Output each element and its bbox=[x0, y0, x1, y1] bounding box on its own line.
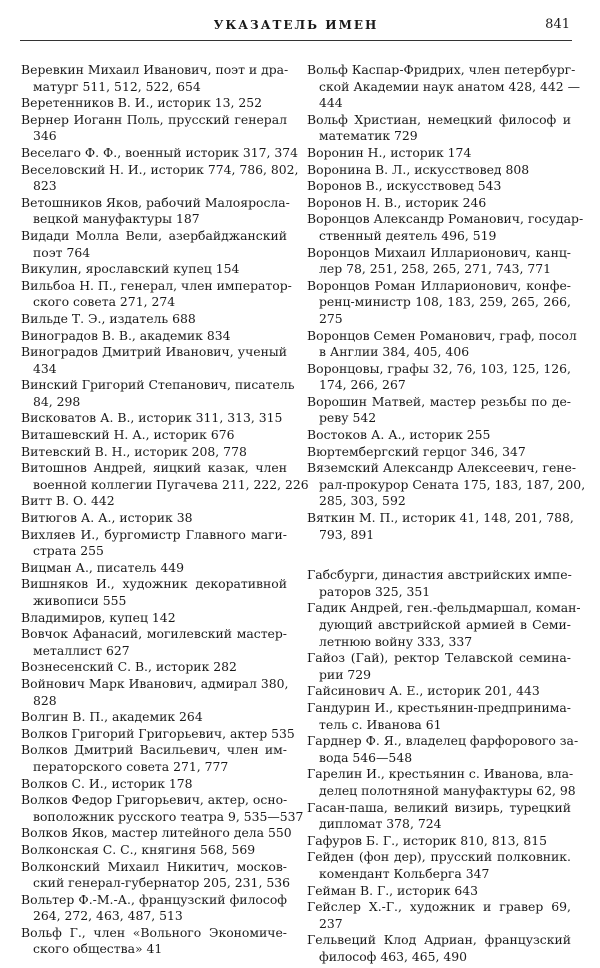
entry-continuation-line: дипломат 378, 724 bbox=[319, 816, 442, 832]
entry-line: Гасан-паша, великий визирь, турецкий bbox=[307, 799, 571, 815]
index-entry bbox=[307, 62, 580, 112]
section-v-entries bbox=[307, 62, 586, 543]
entry-line: Викулин, ярославский купец 154 bbox=[21, 261, 240, 277]
entry-line: Вихляев И., бургомистр Главного маги- bbox=[21, 526, 287, 542]
entry-line: Гайсинович А. Е., историк 201, 443 bbox=[307, 683, 540, 699]
index-entry bbox=[21, 144, 299, 162]
entry-continuation-line: 828 bbox=[33, 692, 57, 708]
entry-continuation-line: тель с. Иванова 61 bbox=[319, 716, 442, 732]
entry-continuation-line: 793, 891 bbox=[319, 526, 375, 542]
entry-line: Востоков А. А., историк 255 bbox=[307, 427, 491, 443]
entry-line: Гайоз (Гай), ректор Телавской семина- bbox=[307, 650, 571, 666]
index-entry bbox=[307, 683, 571, 700]
index-entry bbox=[21, 709, 287, 726]
index-entry bbox=[307, 145, 571, 162]
entry-line: Вильде Т. Э., издатель 688 bbox=[21, 310, 196, 326]
index-entry bbox=[21, 112, 287, 145]
index-entry bbox=[21, 460, 309, 493]
entry-line: Вознесенский С. В., историк 282 bbox=[21, 659, 237, 675]
index-entry bbox=[307, 800, 571, 833]
entry-continuation-line: 285, 303, 592 bbox=[319, 493, 406, 509]
entry-continuation-line: ской Академии наук анатом 428, 442 — bbox=[319, 78, 580, 94]
entry-continuation-line: воположник русского театра 9, 535—537 bbox=[33, 808, 304, 824]
entry-continuation-line: математик 729 bbox=[319, 128, 418, 144]
entry-line: Воронов Н. В., историк 246 bbox=[307, 194, 487, 210]
entry-continuation-line: военной коллегии Пугачева 211, 222, 226 bbox=[33, 476, 309, 492]
entry-continuation-line: вода 546—548 bbox=[319, 749, 413, 765]
entry-line: Габсбурги, династия австрийских импе- bbox=[307, 567, 572, 583]
index-entry bbox=[21, 610, 287, 627]
index-entry bbox=[21, 427, 287, 444]
entry-line: Волков Дмитрий Васильевич, член им- bbox=[21, 742, 287, 758]
index-entry bbox=[21, 311, 287, 328]
index-entry bbox=[307, 394, 571, 427]
index-entry bbox=[307, 833, 571, 850]
entry-line: Виташевский Н. А., историк 676 bbox=[21, 427, 235, 443]
entry-continuation-line: 174, 266, 267 bbox=[319, 377, 406, 393]
entry-line: Гейслер Х.-Г., художник и гравер 69, bbox=[307, 899, 571, 915]
entry-line: Витюгов А. А., историк 38 bbox=[21, 510, 193, 526]
entry-line: Воронцов Михаил Илларионович, канц- bbox=[307, 244, 571, 260]
index-entry bbox=[307, 178, 571, 195]
entry-line: Ветошников Яков, рабочий Малояросла- bbox=[21, 194, 290, 210]
running-header bbox=[20, 16, 572, 41]
index-entry bbox=[307, 211, 584, 244]
index-entry bbox=[307, 849, 571, 882]
entry-continuation-line: 264, 272, 463, 487, 513 bbox=[33, 908, 183, 924]
entry-line: Воронин Н., историк 174 bbox=[307, 144, 472, 160]
entry-continuation-line: вецкой мануфактуры 187 bbox=[33, 211, 200, 227]
entry-continuation-line: 444 bbox=[319, 95, 343, 111]
index-entry bbox=[21, 277, 292, 311]
entry-line: Витт В. О. 442 bbox=[21, 493, 115, 509]
index-entry bbox=[307, 600, 581, 650]
index-entry bbox=[21, 776, 287, 793]
entry-line: Вольф Г., член «Вольного Экономиче- bbox=[21, 924, 287, 940]
entry-line: Гандурин И., крестьянин-предпринима- bbox=[307, 699, 571, 715]
index-entry bbox=[21, 892, 287, 925]
entry-continuation-line: ператорского совета 271, 777 bbox=[33, 758, 229, 774]
entry-line: Веревкин Михаил Иванович, поэт и дра- bbox=[21, 62, 289, 77]
index-entry bbox=[21, 261, 287, 278]
entry-line: Вернер Иоганн Поль, прусский генерал bbox=[21, 111, 287, 127]
index-entry bbox=[21, 328, 287, 345]
entry-continuation-line: живописи 555 bbox=[33, 593, 127, 608]
index-entry bbox=[307, 766, 576, 799]
entry-continuation-line: металлист 627 bbox=[33, 642, 130, 658]
index-entry bbox=[307, 567, 571, 600]
index-entry bbox=[21, 626, 287, 659]
index-entry bbox=[21, 560, 287, 577]
index-entry bbox=[21, 527, 287, 560]
index-entry bbox=[307, 195, 571, 212]
entry-line: Гейман В. Г., историк 643 bbox=[307, 882, 479, 898]
entry-continuation-line: ского общества» 41 bbox=[33, 941, 163, 957]
entry-continuation-line: философ 463, 465, 490 bbox=[319, 948, 468, 964]
entry-line: Вовчок Афанасий, могилевский мастер- bbox=[21, 626, 287, 642]
entry-line: Винский Григорий Степанович, писатель bbox=[21, 377, 295, 393]
index-entry bbox=[307, 700, 571, 733]
index-entry bbox=[21, 194, 290, 228]
entry-line: Воронов В., искусствовед 543 bbox=[307, 178, 502, 194]
entry-line: Веселаго Ф. Ф., военный историк 317, 374 bbox=[21, 144, 299, 160]
entry-line: Витошнов Андрей, яицкий казак, член bbox=[21, 460, 287, 476]
entry-continuation-line: дующий австрийской армией в Семи- bbox=[319, 617, 571, 632]
entry-continuation-line: 237 bbox=[319, 915, 343, 931]
index-entry bbox=[307, 245, 571, 278]
entry-line: Виноградов В. В., академик 834 bbox=[21, 327, 231, 343]
index-entry bbox=[307, 162, 571, 179]
entry-line: Веселовский Н. И., историк 774, 786, 802, bbox=[21, 161, 299, 177]
index-entry bbox=[307, 278, 571, 328]
index-entry bbox=[307, 733, 579, 766]
entry-continuation-line: раторов 325, 351 bbox=[319, 583, 431, 599]
entry-line: Вюртембергский герцог 346, 347 bbox=[307, 443, 526, 459]
entry-line: Войнович Марк Иванович, адмирал 380, bbox=[21, 675, 289, 691]
entry-continuation-line: матург 511, 512, 522, 654 bbox=[33, 78, 201, 94]
index-entry bbox=[307, 460, 586, 510]
entry-line: Волконская С. С., княгиня 568, 569 bbox=[21, 841, 256, 857]
entry-continuation-line: 275 bbox=[319, 310, 343, 326]
index-entry bbox=[21, 676, 287, 709]
entry-continuation-line: ственный деятель 496, 519 bbox=[319, 227, 497, 243]
entry-line: Вицман А., писатель 449 bbox=[21, 559, 184, 575]
index-entry bbox=[21, 825, 292, 842]
index-entry bbox=[21, 858, 290, 892]
entry-line: Вольф Христиан, немецкий философ и bbox=[307, 111, 571, 127]
section-g-entries bbox=[307, 567, 581, 965]
index-entry bbox=[307, 361, 571, 394]
entry-continuation-line: в Англии 384, 405, 406 bbox=[319, 344, 470, 360]
entry-continuation-line: ский генерал-губернатор 205, 231, 536 bbox=[33, 875, 290, 891]
entry-line: Ворошин Матвей, мастер резьбы по де- bbox=[307, 393, 571, 409]
entry-continuation-line: 84, 298 bbox=[33, 393, 81, 409]
entry-line: Гельвеций Клод Адриан, французский bbox=[307, 932, 571, 948]
entry-line: Волгин В. П., академик 264 bbox=[21, 709, 203, 725]
index-entry bbox=[21, 842, 287, 859]
entry-line: Воронцов Роман Илларионович, конфе- bbox=[307, 277, 571, 293]
entry-continuation-line: комендант Кольберга 347 bbox=[319, 865, 490, 881]
entry-line: Волконский Михаил Никитич, москов- bbox=[21, 858, 287, 874]
index-entry bbox=[21, 493, 287, 510]
entry-line: Волков Федор Григорьевич, актер, осно- bbox=[21, 792, 288, 808]
index-entry bbox=[21, 444, 287, 461]
index-entry bbox=[307, 883, 571, 900]
entry-continuation-line: 434 bbox=[33, 360, 57, 376]
index-entry bbox=[21, 377, 295, 410]
entry-continuation-line: 823 bbox=[33, 178, 57, 194]
entry-continuation-line: ренц-министр 108, 183, 259, 265, 266, bbox=[319, 294, 571, 310]
entry-continuation-line: лер 78, 251, 258, 265, 271, 743, 771 bbox=[319, 261, 552, 277]
entry-line: Воронцов Александр Романович, государ- bbox=[307, 211, 584, 227]
right-column bbox=[307, 62, 586, 965]
index-entry bbox=[21, 659, 287, 676]
index-entry bbox=[21, 410, 287, 427]
entry-continuation-line: страта 255 bbox=[33, 543, 104, 559]
entry-continuation-line: летнюю войну 333, 337 bbox=[319, 633, 473, 649]
running-title: УКАЗАТЕЛЬ ИМЕН bbox=[213, 18, 379, 32]
entry-continuation-line: делец полотняной мануфактуры 62, 98 bbox=[319, 782, 576, 798]
index-entry bbox=[21, 62, 287, 95]
entry-line: Вольф Каспар-Фридрих, член петербург- bbox=[307, 62, 576, 77]
index-entry bbox=[21, 95, 287, 112]
index-entry bbox=[21, 725, 295, 743]
entry-line: Владимиров, купец 142 bbox=[21, 609, 176, 625]
entry-line: Вяткин М. П., историк 41, 148, 201, 788, bbox=[307, 510, 574, 526]
left-column bbox=[21, 62, 309, 958]
entry-line: Витевский В. Н., историк 208, 778 bbox=[21, 443, 247, 459]
index-entry bbox=[21, 228, 287, 261]
entry-continuation-line: рии 729 bbox=[319, 666, 372, 682]
entry-line: Гейден (фон дер), прусский полковник. bbox=[307, 849, 571, 865]
entry-continuation-line: 346 bbox=[33, 128, 57, 144]
index-entry bbox=[307, 510, 574, 543]
entry-continuation-line: реву 542 bbox=[319, 410, 377, 426]
index-entry bbox=[21, 344, 287, 377]
entry-line: Гарелин И., крестьянин с. Иванова, вла- bbox=[307, 766, 574, 782]
index-entry bbox=[307, 427, 571, 444]
entry-line: Вольтер Ф.-М.-А., французский философ bbox=[21, 891, 287, 907]
entry-line: Гафуров Б. Г., историк 810, 813, 815 bbox=[307, 832, 547, 848]
entry-line: Волков Яков, мастер литейного дела 550 bbox=[21, 825, 292, 841]
entry-line: Гарднер Ф. Я., владелец фарфорового за- bbox=[307, 733, 579, 749]
entry-line: Вильбоа Н. П., генерал, член император- bbox=[21, 277, 292, 293]
index-entry bbox=[21, 742, 287, 775]
index-entry bbox=[21, 161, 299, 195]
index-entry bbox=[307, 444, 571, 461]
index-entry bbox=[307, 650, 571, 683]
index-entry bbox=[307, 899, 571, 932]
page-number: 841 bbox=[545, 17, 570, 32]
section-gap bbox=[307, 543, 571, 567]
index-entry bbox=[307, 327, 577, 361]
entry-line: Волков Григорий Григорьевич, актер 535 bbox=[21, 725, 295, 741]
entry-line: Видади Молла Вели, азербайджанский bbox=[21, 227, 287, 243]
index-entry bbox=[21, 925, 287, 958]
entry-continuation-line: ского совета 271, 274 bbox=[33, 294, 176, 310]
entry-line: Веретенников В. И., историк 13, 252 bbox=[21, 95, 263, 111]
entry-line: Воронцовы, графы 32, 76, 103, 125, 126, bbox=[307, 360, 571, 376]
index-entry bbox=[307, 112, 571, 145]
index-entry bbox=[21, 792, 304, 825]
entry-line: Воронцов Семен Романович, граф, посол bbox=[307, 327, 577, 343]
entry-continuation-line: поэт 764 bbox=[33, 244, 91, 260]
entry-continuation-line: рал-прокурор Сената 175, 183, 187, 200, bbox=[319, 476, 586, 492]
entry-line: Гадик Андрей, ген.-фельдмаршал, коман- bbox=[307, 600, 581, 616]
entry-line: Виноградов Дмитрий Иванович, ученый bbox=[21, 344, 287, 360]
entry-line: Висковатов А. В., историк 311, 313, 315 bbox=[21, 410, 283, 426]
entry-line: Вяземский Александр Алексеевич, гене- bbox=[307, 460, 577, 476]
entry-line: Воронина В. Л., искусствовед 808 bbox=[307, 161, 530, 177]
index-entry bbox=[307, 932, 571, 965]
entry-line: Вишняков И., художник декоративной bbox=[21, 576, 287, 592]
entry-line: Волков С. И., историк 178 bbox=[21, 775, 193, 791]
index-entry bbox=[21, 576, 287, 609]
index-entry bbox=[21, 510, 287, 527]
